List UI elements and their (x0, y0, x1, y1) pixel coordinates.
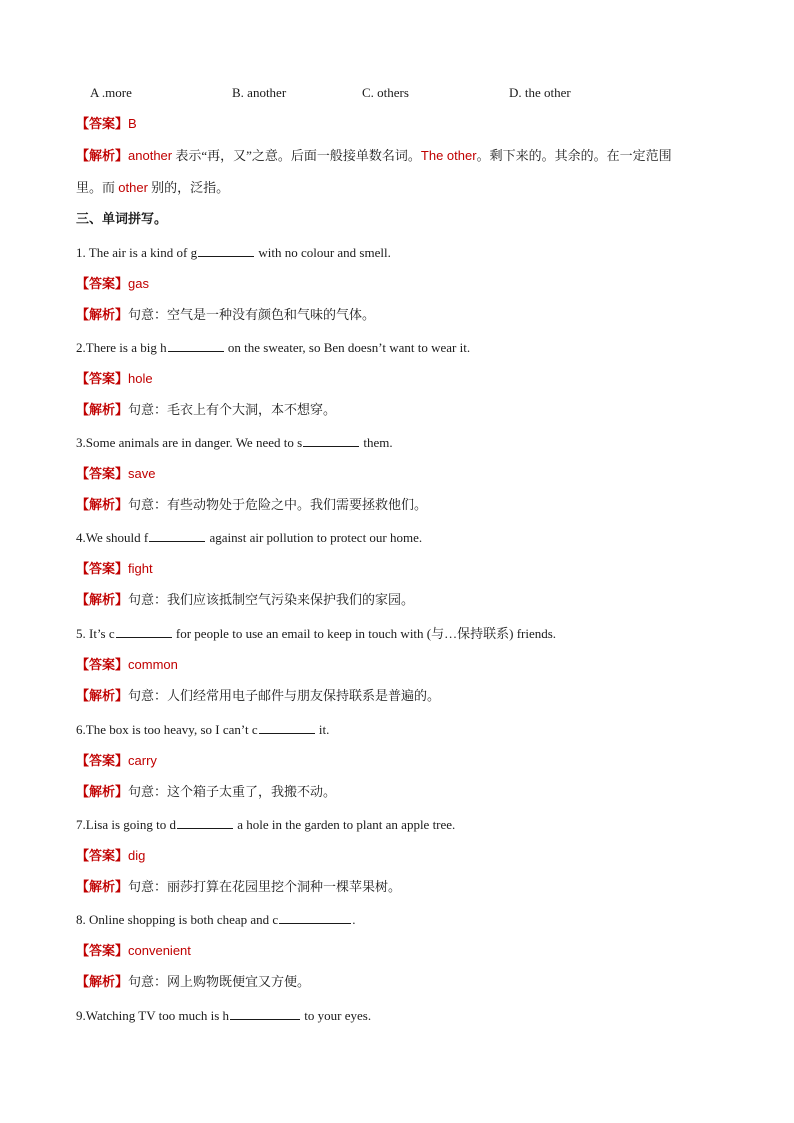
question-line (76, 433, 734, 452)
question-text: 1. The air is a kind of g (76, 245, 198, 260)
section-title: 三、单词拼写。 (76, 212, 168, 227)
answer-value: save (128, 466, 156, 481)
analysis-text: 句意：网上购物既便宜又方便。 (128, 974, 311, 989)
answer-line (76, 275, 734, 293)
answer-blank (168, 338, 224, 352)
answer-value: gas (128, 276, 149, 291)
answer-line (76, 847, 734, 865)
answer-value: carry (128, 753, 157, 768)
analysis-line (76, 591, 734, 609)
question-text: 6.The box is too heavy, so I can’t c (76, 722, 258, 737)
analysis-text: 句意：这个箱子太重了，我搬不动。 (128, 784, 337, 799)
answer-label: 【答案】 (76, 276, 129, 291)
question-line (76, 243, 734, 262)
answer-blank (259, 720, 315, 734)
option-a: A .more (90, 85, 132, 100)
answer-line (76, 560, 734, 578)
analysis-text: 句意：我们应该抵制空气污染来保护我们的家园。 (128, 592, 415, 607)
question-line (76, 720, 734, 739)
answer-blank (303, 433, 359, 447)
question-text: a hole in the garden to plant an apple tree. (234, 817, 456, 832)
analysis-label: 【解析】 (76, 497, 129, 512)
answer-label: 【答案】 (76, 371, 129, 386)
question-text: against air pollution to protect our home. (206, 530, 423, 545)
question-text: with no colour and smell. (255, 245, 391, 260)
analysis-line (76, 687, 734, 705)
answer-blank (116, 624, 172, 638)
keyword: The other (420, 148, 477, 163)
analysis-line-cont (76, 179, 734, 197)
question-text: 4.We should f (76, 530, 149, 545)
analysis-text: 句意：有些动物处于危险之中。我们需要拯救他们。 (128, 497, 428, 512)
question-text: 8. Online shopping is both cheap and c (76, 912, 279, 927)
analysis-line (76, 147, 734, 165)
analysis-line (76, 496, 734, 514)
question-text: 7.Lisa is going to d (76, 817, 177, 832)
question-text: on the sweater, so Ben doesn’t want to wear it. (224, 340, 471, 355)
analysis-label: 【解析】 (76, 688, 129, 703)
answer-label: 【答案】 (76, 753, 129, 768)
question-line (76, 1006, 734, 1025)
answer-label: 【答案】 (76, 561, 129, 576)
answer-value: convenient (128, 943, 191, 958)
analysis-label: 【解析】 (76, 148, 129, 163)
question-line (76, 815, 734, 834)
question-text: 5. It’s c (76, 626, 115, 641)
answer-value: common (128, 657, 178, 672)
analysis-line (76, 878, 734, 896)
answer-blank (149, 528, 205, 542)
answer-label: 【答案】 (76, 116, 129, 131)
question-line (76, 338, 734, 357)
answer-value: dig (128, 848, 146, 863)
question-text: 9.Watching TV too much is h (76, 1008, 230, 1023)
analysis-line (76, 306, 734, 324)
answer-blank (198, 243, 254, 257)
analysis-text: 句意：毛衣上有个大洞，本不想穿。 (128, 402, 337, 417)
analysis-text: 句意：人们经常用电子邮件与朋友保持联系是普遍的。 (128, 688, 441, 703)
analysis-label: 【解析】 (76, 784, 129, 799)
answer-label: 【答案】 (76, 943, 129, 958)
answer-line (76, 752, 734, 770)
analysis-line (76, 401, 734, 419)
answer-line (76, 942, 734, 960)
question-line (76, 910, 734, 929)
answer-value: B (128, 116, 137, 131)
option-b: B. another (232, 85, 287, 100)
analysis-label: 【解析】 (76, 879, 129, 894)
option-c: C. others (362, 85, 409, 100)
question-line (76, 528, 734, 547)
option-d: D. the other (509, 85, 571, 100)
answer-blank (177, 815, 233, 829)
analysis-text: 里。而 (76, 180, 119, 195)
analysis-text: 句意：空气是一种没有颜色和气味的气体。 (128, 307, 376, 322)
answer-line (76, 656, 734, 674)
keyword: another (128, 148, 173, 163)
question-line (76, 624, 734, 643)
analysis-text: 句意：丽莎打算在花园里挖个洞种一棵苹果树。 (128, 879, 402, 894)
answer-blank (230, 1006, 300, 1020)
question-text: . (352, 912, 356, 927)
keyword: other (118, 180, 148, 195)
question-text: it. (315, 722, 330, 737)
question-text: 3.Some animals are in danger. We need to s (76, 435, 303, 450)
answer-blank (279, 910, 351, 924)
answer-line (76, 115, 734, 133)
question-text: 2.There is a big h (76, 340, 167, 355)
analysis-line (76, 973, 734, 991)
answer-line (76, 465, 734, 483)
analysis-label: 【解析】 (76, 592, 129, 607)
analysis-text: 。剩下来的。其余的。在一定范围 (476, 148, 672, 163)
answer-label: 【答案】 (76, 848, 129, 863)
question-text: to your eyes. (301, 1008, 372, 1023)
answer-label: 【答案】 (76, 657, 129, 672)
analysis-label: 【解析】 (76, 402, 129, 417)
analysis-label: 【解析】 (76, 974, 129, 989)
analysis-label: 【解析】 (76, 307, 129, 322)
question-text: for people to use an email to keep in touch with (与…保持联系) friends. (172, 626, 557, 641)
answer-label: 【答案】 (76, 466, 129, 481)
analysis-line (76, 783, 734, 801)
question-text: them. (360, 435, 393, 450)
answer-value: fight (128, 561, 153, 576)
analysis-text: 表示“再，又”之意。后面一般接单数名词。 (172, 148, 421, 163)
answer-line (76, 370, 734, 388)
analysis-text: 别的，泛指。 (147, 180, 230, 195)
answer-value: hole (128, 371, 153, 386)
